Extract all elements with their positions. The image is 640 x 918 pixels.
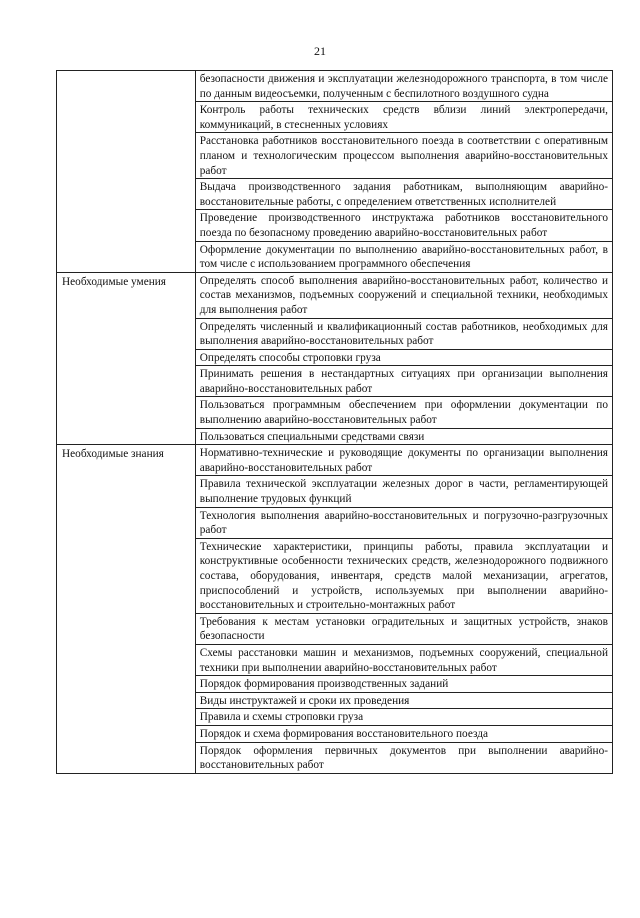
table-row xyxy=(57,445,613,476)
requirement-item: Оформление документации по выполнению аварийно-восстановительных работ, в том числе с использованием программного обеспечения xyxy=(195,241,612,272)
requirement-item: Проведение производственного инструктажа работников восстановительного поезда по безопасному проведению аварийно-восстановительных работ xyxy=(195,210,612,241)
table-row xyxy=(57,272,613,318)
requirement-item: Виды инструктажей и сроки их проведения xyxy=(195,692,612,709)
requirement-item: Принимать решения в нестандартных ситуациях при организации выполнения аварийно-восстановительных работ xyxy=(195,366,612,397)
requirement-item: Выдача производственного задания работникам, выполняющим аварийно-восстановительные работы, с определением ответственных исполнителей xyxy=(195,179,612,210)
table-body xyxy=(57,71,613,774)
requirement-item: Схемы расстановки машин и механизмов, подъемных сооружений, специальной техники при выполнении аварийно-восстановительных работ xyxy=(195,644,612,675)
requirement-item: Контроль работы технических средств вблизи линий электропередачи, коммуникаций, в стесненных условиях xyxy=(195,102,612,133)
requirement-item: Определять способ выполнения аварийно-восстановительных работ, количество и состав механизмов, подъемных сооружений и специальной техники, необходимых для выполнения работ xyxy=(195,272,612,318)
requirement-item: безопасности движения и эксплуатации железнодорожного транспорта, в том числе по данным видеосъемки, полученным с беспилотного воздушного судна xyxy=(195,71,612,102)
requirement-item: Порядок формирования производственных заданий xyxy=(195,676,612,693)
requirement-item: Определять способы строповки груза xyxy=(195,349,612,366)
requirement-item: Правила и схемы строповки груза xyxy=(195,709,612,726)
requirements-table xyxy=(56,70,613,774)
requirement-item: Расстановка работников восстановительного поезда в соответствии с оперативным планом и технологическим процессом выполнения аварийно-восстановительных работ xyxy=(195,133,612,179)
table-row xyxy=(57,71,613,102)
requirement-item: Порядок оформления первичных документов при выполнении аварийно-восстановительных работ xyxy=(195,742,612,773)
requirement-item: Технология выполнения аварийно-восстановительных и погрузочно-разгрузочных работ xyxy=(195,507,612,538)
requirement-item: Нормативно-технические и руководящие документы по организации выполнения аварийно-восстановительных работ xyxy=(195,445,612,476)
requirement-item: Пользоваться программным обеспечением при оформлении документации по выполнению аварийно-восстановительных работ xyxy=(195,397,612,428)
page-number: 21 xyxy=(314,44,326,58)
requirement-item: Требования к местам установки оградительных и защитных устройств, знаков безопасности xyxy=(195,613,612,644)
requirement-item: Технические характеристики, принципы работы, правила эксплуатации и конструктивные особенности технических средств, железнодорожного подвижного состава, оборудования, инвентаря, средств малой механизации, агрегатов, приспособлений и устройств, используемых при выполнении аварийно-восстановительных и строительно-монтажных работ xyxy=(195,538,612,613)
category-label: Необходимые знания xyxy=(57,445,196,773)
requirement-item: Определять численный и квалификационный состав работников, необходимых для выполнения аварийно-восстановительных работ xyxy=(195,318,612,349)
requirement-item: Правила технической эксплуатации железных дорог в части, регламентирующей выполнение трудовых функций xyxy=(195,476,612,507)
category-label: Необходимые умения xyxy=(57,272,196,445)
requirement-item: Пользоваться специальными средствами связи xyxy=(195,428,612,445)
category-label xyxy=(57,71,196,273)
requirement-item: Порядок и схема формирования восстановительного поезда xyxy=(195,725,612,742)
